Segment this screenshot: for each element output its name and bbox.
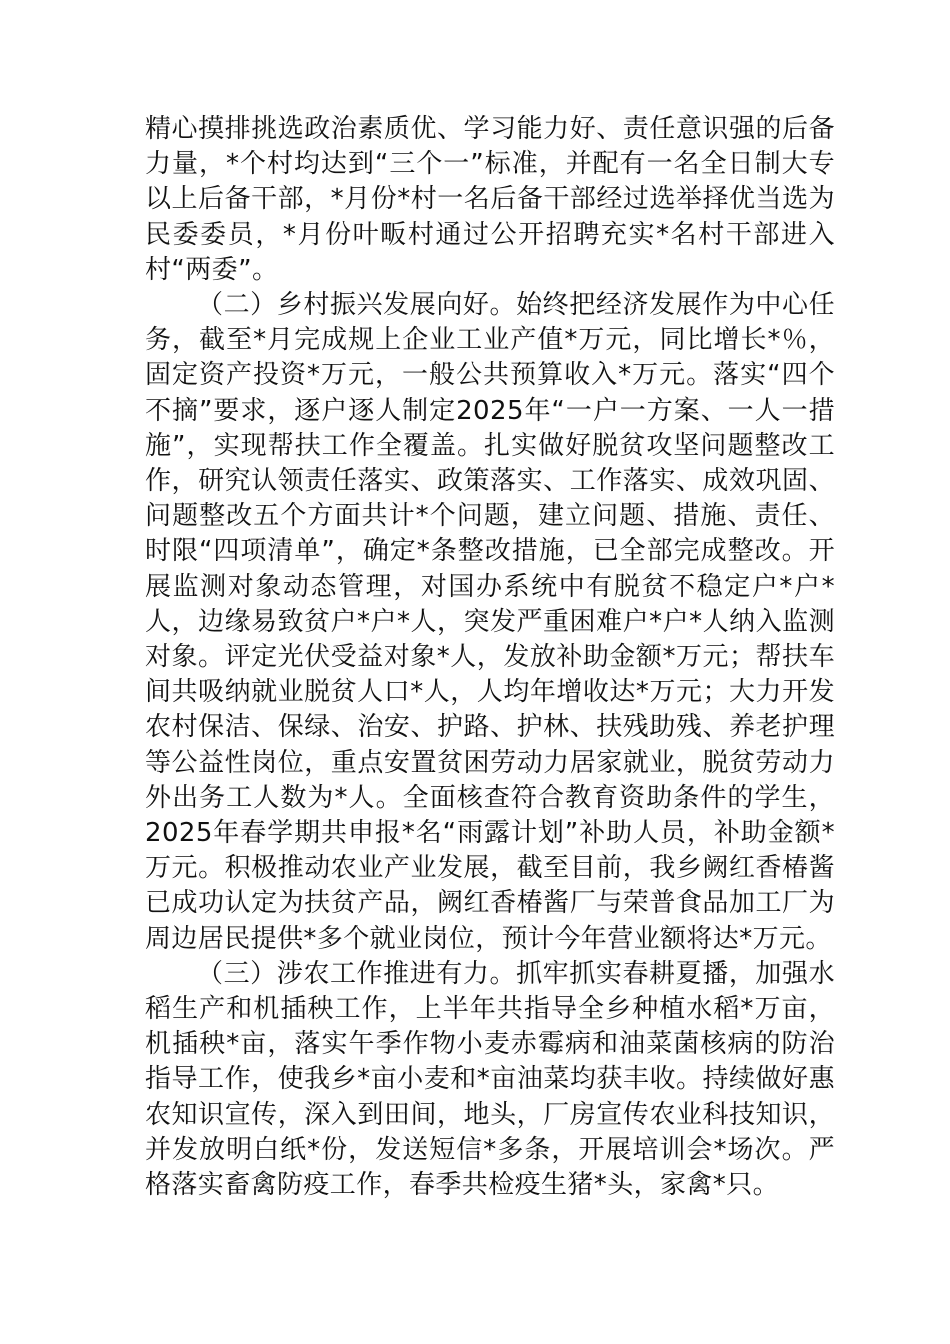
paragraph-agriculture-work: （三）涉农工作推进有力。抓牢抓实春耕夏播，加强水稻生产和机插秧工作，上半年共指导全乡种植水稻*万亩，机插秧*亩，落实午季作物小麦赤霉病和油菜菌核病的防治指导工作，使我乡*亩小麦和*亩油菜均获丰收。持续做好惠农知识宣传，深入到田间，地头，厂房宣传农业科技知识，并发放明白纸*份，发送短信*多条，开展培训会*场次。严格落实畜禽防疫工作，春季共检疫生猪*头，家禽*只。 (145, 958, 835, 1201)
paragraph-continued: 精心摸排挑选政治素质优、学习能力好、责任意识强的后备力量，*个村均达到“三个一”标准，并配有一名全日制大专以上后备干部，*月份*村一名后备干部经过选举择优当选为民委委员，*月份叶畈村通过公开招聘充实*名村干部进入村“两委”。 (145, 114, 835, 285)
document-body (145, 112, 835, 1203)
paragraph-rural-revitalization: （二）乡村振兴发展向好。始终把经济发展作为中心任务，截至*月完成规上企业工业产值*万元，同比增长*％，固定资产投资*万元，一般公共预算收入*万元。落实“四个不摘”要求，逐户逐人制定2025年“一户一方案、一人一措施”，实现帮扶工作全覆盖。扎实做好脱贫攻坚问题整改工作，研究认领责任落实、政策落实、工作落实、成效巩固、问题整改五个方面共计*个问题，建立问题、措施、责任、时限“四项清单”，确定*条整改措施，已全部完成整改。开展监测对象动态管理，对国办系统中有脱贫不稳定户*户*人，边缘易致贫户*户*人，突发严重困难户*户*人纳入监测对象。评定光伏受益对象*人，发放补助金额*万元；帮扶车间共吸纳就业脱贫人口*人，人均年增收达*万元；大力开发农村保洁、保绿、治安、护路、护林、扶残助残、养老护理等公益性岗位，重点安置贫困劳动力居家就业，脱贫劳动力外出务工人数为*人。全面核查符合教育资助条件的学生，2025年春学期共申报*名“雨露计划”补助人员，补助金额*万元。积极推动农业产业发展，截至目前，我乡阙红香椿酱已成功认定为扶贫产品，阙红香椿酱厂与荣普食品加工厂为周边居民提供*多个就业岗位，预计今年营业额将达*万元。 (145, 290, 835, 954)
